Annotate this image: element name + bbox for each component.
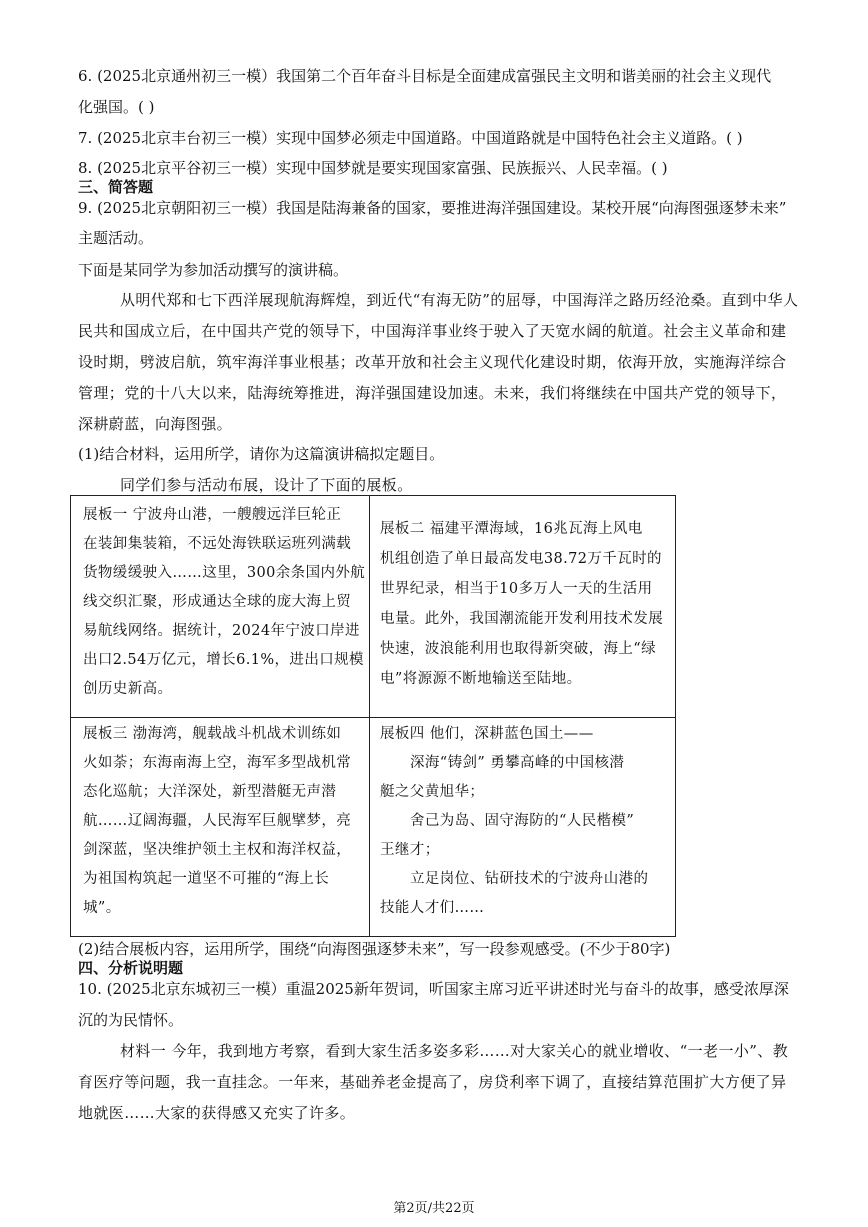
panel-1-line: 创历史新高。	[83, 681, 173, 697]
page-footer: 第2页/共22页	[393, 1201, 475, 1216]
panel-1-line: 易航线网络。据统计，2024年宁波口岸进	[83, 623, 360, 639]
panel-1	[71, 496, 369, 717]
speech-line-2: 民共和国成立后，在中国共产党的领导下，中国海洋事业终于驶入了天宽水阔的航道。社会主义革命和建	[78, 322, 787, 340]
speech-line-4: 管理；党的十八大以来，陆海统筹推进，海洋强国建设加速。未来，我们将继续在中国共产党的领导下，	[78, 384, 787, 402]
exhibit-intro: 同学们参与活动布展，设计了下面的展板。	[120, 476, 413, 494]
panel-2-line: 世界纪录，相当于10多万人一天的生活用	[380, 581, 653, 597]
panel-4-line: 王继才；	[380, 842, 440, 858]
panel-4-line: 深海“铸剑” 勇攀高峰的中国核潜	[410, 755, 625, 771]
sub-question-1: (1)结合材料，运用所学，请你为这篇演讲稿拟定题目。	[78, 445, 445, 463]
panel-4-line: 舍己为岛、固守海防的“人民楷模”	[410, 813, 635, 829]
panel-3-line: 展板三 渤海湾，舰载战斗机战术训练如	[83, 726, 342, 742]
panel-2-line: 展板二 福建平潭海域，16兆瓦海上风电	[380, 521, 643, 537]
material-1-line-1: 材料一 今年，我到地方考察，看到大家生活多姿多彩……对大家关心的就业增收、“一老一小”、教	[120, 1042, 789, 1060]
material-1-line-3: 地就医……大家的获得感又充实了许多。	[78, 1104, 356, 1122]
panel-1-line: 货物缓缓驶入……这里，300余条国内外航	[83, 565, 366, 581]
panel-3	[71, 718, 369, 936]
panel-4-line: 展板四 他们，深耕蓝色国土——	[380, 726, 594, 742]
panel-1-line: 展板一 宁波舟山港，一艘艘远洋巨轮正	[83, 507, 342, 523]
panel-3-line: 剑深蓝，坚决维护领土主权和海洋权益，	[83, 842, 352, 858]
panel-3-line: 态化巡航；大洋深处，新型潜艇无声潜	[83, 784, 337, 800]
speech-line-3: 设时期，劈波启航，筑牢海洋事业根基；改革开放和社会主义现代化建设时期，依海开放，实施海洋综合	[78, 353, 787, 371]
question-10-line1: 10. (2025北京东城初三一模）重温2025新年贺词，听国家主席习近平讲述时光与奋斗的故事，感受浓厚深	[78, 980, 789, 998]
speech-line-5: 深耕蔚蓝，向海图强。	[78, 415, 233, 433]
question-8: 8. (2025北京平谷初三一模）实现中国梦就是要实现国家富强、民族振兴、人民幸福。( )	[78, 159, 668, 177]
speech-intro: 下面是某同学为参加活动撰写的演讲稿。	[78, 261, 349, 279]
material-1-line-2: 育医疗等问题，我一直挂念。一年来，基础养老金提高了，房贷利率下调了，直接结算范围扩大方便了异	[78, 1073, 787, 1091]
question-7: 7. (2025北京丰台初三一模）实现中国梦必须走中国道路。中国道路就是中国特色社会主义道路。( )	[78, 129, 743, 147]
panel-3-line: 航……辽阔海疆，人民海军巨舰擘梦，亮	[83, 813, 352, 829]
panel-2-line: 电量。此外，我国潮流能开发利用技术发展	[380, 611, 664, 627]
panel-3-line: 为祖国构筑起一道坚不可摧的“海上长	[83, 871, 330, 887]
panel-3-line: 火如荼；东海南海上空，海军多型战机常	[83, 755, 352, 771]
panel-2	[370, 496, 675, 717]
panel-1-line: 线交织汇聚，形成通达全球的庞大海上贸	[83, 594, 352, 610]
question-9-line2: 主题活动。	[78, 229, 154, 247]
sub-question-2: (2)结合展板内容，运用所学，围绕“向海图强逐梦未来”，写一段参观感受。(不少于80字)	[78, 940, 671, 958]
panel-1-line: 出口2.54万亿元，增长6.1%，进出口规模	[83, 652, 364, 668]
panel-4-line: 艇之父黄旭华；	[380, 784, 485, 800]
exhibit-table	[70, 495, 676, 937]
section-4-title: 四、分析说明题	[78, 959, 184, 977]
panel-4-line: 立足岗位、钻研技术的宁波舟山港的	[410, 871, 649, 887]
panel-1-line: 在装卸集装箱，不远处海铁联运班列满载	[83, 536, 352, 552]
question-10-line2: 沉的为民情怀。	[78, 1011, 184, 1029]
speech-line-1: 从明代郑和七下西洋展现航海辉煌，到近代“有海无防”的屈辱，中国海洋之路历经沧桑。直到中华人	[120, 291, 799, 309]
question-6-line1: 6. (2025北京通州初三一模）我国第二个百年奋斗目标是全面建成富强民主文明和谐美丽的社会主义现代	[78, 67, 772, 85]
section-3-title: 三、简答题	[78, 178, 154, 196]
panel-2-line: 机组创造了单日最高发电38.72万千瓦时的	[380, 551, 662, 567]
panel-2-line: 快速，波浪能利用也取得新突破，海上“绿	[380, 641, 657, 657]
question-6-line2: 化强国。( )	[78, 98, 155, 116]
panel-4	[370, 718, 675, 936]
panel-2-line: 电”将源源不断地输送至陆地。	[380, 671, 582, 687]
question-9-line1: 9. (2025北京朝阳初三一模）我国是陆海兼备的国家，要推进海洋强国建设。某校开展“向海图强逐梦未来”	[78, 199, 787, 217]
panel-4-line: 技能人才们……	[380, 900, 485, 916]
panel-3-line: 城”。	[83, 900, 121, 916]
